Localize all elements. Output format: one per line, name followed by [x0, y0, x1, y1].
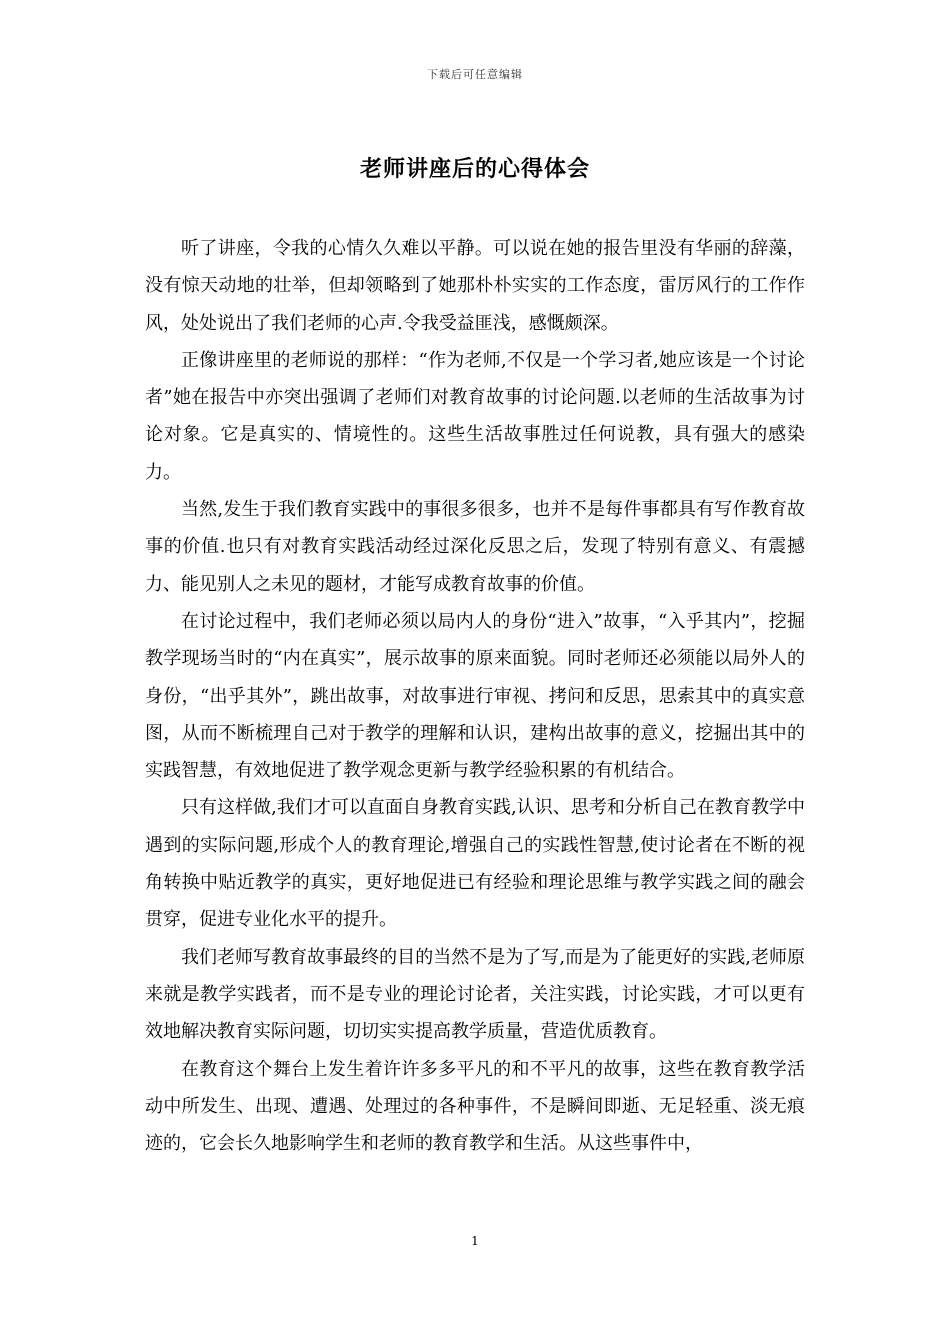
paragraph: 在讨论过程中，我们老师必须以局内人的身份“进入”故事，“入乎其内”，挖掘教学现场当时的“内在真实”，展示故事的原来面貌。同时老师还必须能以局外人的身份，“出乎其外”，跳出故事，对故事进行审视、拷问和反思，思索其中的真实意图，从而不断梳理自己对于教学的理解和认识，建构出故事的意义，挖掘出其中的实践智慧，有效地促进了教学观念更新与教学经验积累的有机结合。 — [145, 610, 805, 782]
paragraph: 只有这样做,我们才可以直面自身教育实践,认识、思考和分析自己在教育教学中遇到的实际问题,形成个人的教育理论,增强自己的实践性智慧,使讨论者在不断的视角转换中贴近教学的真实，更好地促进已有经验和理论思维与教学实践之间的融会贯穿，促进专业化水平的提升。 — [145, 797, 805, 931]
document-title: 老师讲座后的心得体会 — [359, 157, 590, 182]
document-body — [145, 230, 805, 1162]
page-number: 1 — [471, 1234, 479, 1248]
paragraph: 当然,发生于我们教育实践中的事很多很多，也并不是每件事都具有写作教育故事的价值.也只有对教育实践活动经过深化反思之后，发现了特别有意义、有震撼力、能见别人之未见的题材，才能写成教育故事的价值。 — [145, 499, 805, 595]
paragraph: 正像讲座里的老师说的那样：“作为老师,不仅是一个学习者,她应该是一个讨论者”她在报告中亦突出强调了老师们对教育故事的讨论问题.以老师的生活故事为讨论对象。它是真实的、情境性的。这些生活故事胜过任何说教，具有强大的感染力。 — [145, 349, 805, 483]
paragraph: 我们老师写教育故事最终的目的当然不是为了写,而是为了能更好的实践,老师原来就是教学实践者，而不是专业的理论讨论者，关注实践，讨论实践，才可以更有效地解决教育实际问题，切切实实提高教学质量，营造优质教育。 — [145, 946, 805, 1043]
paragraph: 听了讲座，令我的心情久久难以平静。可以说在她的报告里没有华丽的辞藻，没有惊天动地的壮举，但却领略到了她那朴朴实实的工作态度，雷厉风行的工作作风，处处说出了我们老师的心声.令我受益匪浅，感慨颇深。 — [145, 238, 805, 334]
header-note: 下载后可任意编辑 — [427, 68, 523, 81]
paragraph: 在教育这个舞台上发生着许许多多平凡的和不平凡的故事，这些在教育教学活动中所发生、出现、遭遇、处理过的各种事件，不是瞬间即逝、无足轻重、淡无痕迹的，它会长久地影响学生和老师的教育教学和生活。从这些事件中， — [145, 1058, 805, 1155]
